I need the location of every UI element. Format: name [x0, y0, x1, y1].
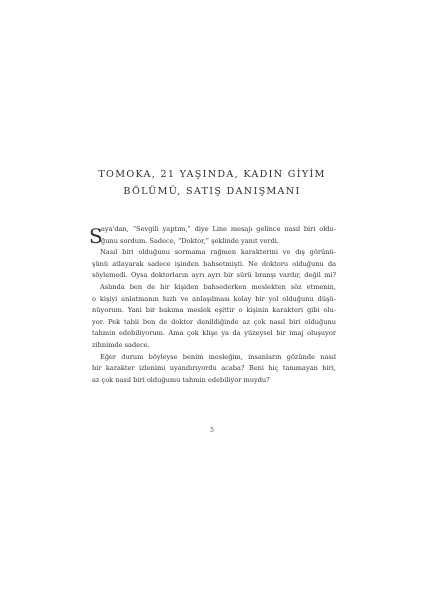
- chapter-title-line-1: TOMOKA, 21 YAŞINDA, KADIN GİYİM: [98, 169, 326, 180]
- text-line: nüyorum. Yani bir bakıma meslek eşittir o kişinin karakteri gibi olu-: [92, 306, 336, 315]
- text-line: az çok nasıl biri olduğumu tahmin edebiliyor muydu?: [92, 375, 270, 384]
- text-line: şünü atlayarak sadece işinden bahsetmişti. Ne doktoru olduğunu da: [92, 259, 336, 268]
- text-line: ğunu sordum. Sadece, “Doktor,” şeklinde yanıt verdi.: [101, 236, 279, 245]
- text-line: zihnimde sadece.: [92, 340, 150, 349]
- text-line: Aslında ben de bir kişiden bahsederken meslekten söz etmenin,: [100, 282, 336, 291]
- chapter-title-line-2: BÖLÜMÜ, SATIŞ DANIŞMANI: [123, 186, 301, 197]
- text-line: bir karakter izlenimi uyandırıyordu acaba? Beni hiç tanımayan biri,: [92, 364, 336, 373]
- page-number: 5: [210, 427, 214, 434]
- text-line: o kişiyi anlatmanın hızlı ve anlaşılması kolay bir yol olduğunu düşü-: [92, 294, 336, 303]
- text-line: tahmin edebiliyorum. Ama çok klişe ya da yüzeysel bir imaj oluşuyor: [92, 329, 336, 338]
- drop-cap: S: [89, 224, 103, 248]
- text-line: söylemedi. Oysa doktorların ayrı ayrı bir sürü branşı vardır, değil mi?: [92, 271, 336, 280]
- text-line: Nasıl biri olduğunu sormama rağmen karakterini ve dış görünü-: [100, 248, 336, 257]
- text-line: yor. Pek tabii ben de doktor denildiğinde az çok nasıl biri olduğunu: [92, 317, 336, 326]
- body-text: [89, 224, 336, 386]
- chapter-title: [0, 166, 424, 200]
- text-line: aya'dan, “Sevgili yaptım,” diye Line mesajı gelince nasıl biri oldu-: [101, 225, 336, 233]
- text-line: Eğer durum böyleyse benim mesleğim, insanların gözünde nasıl: [100, 352, 336, 361]
